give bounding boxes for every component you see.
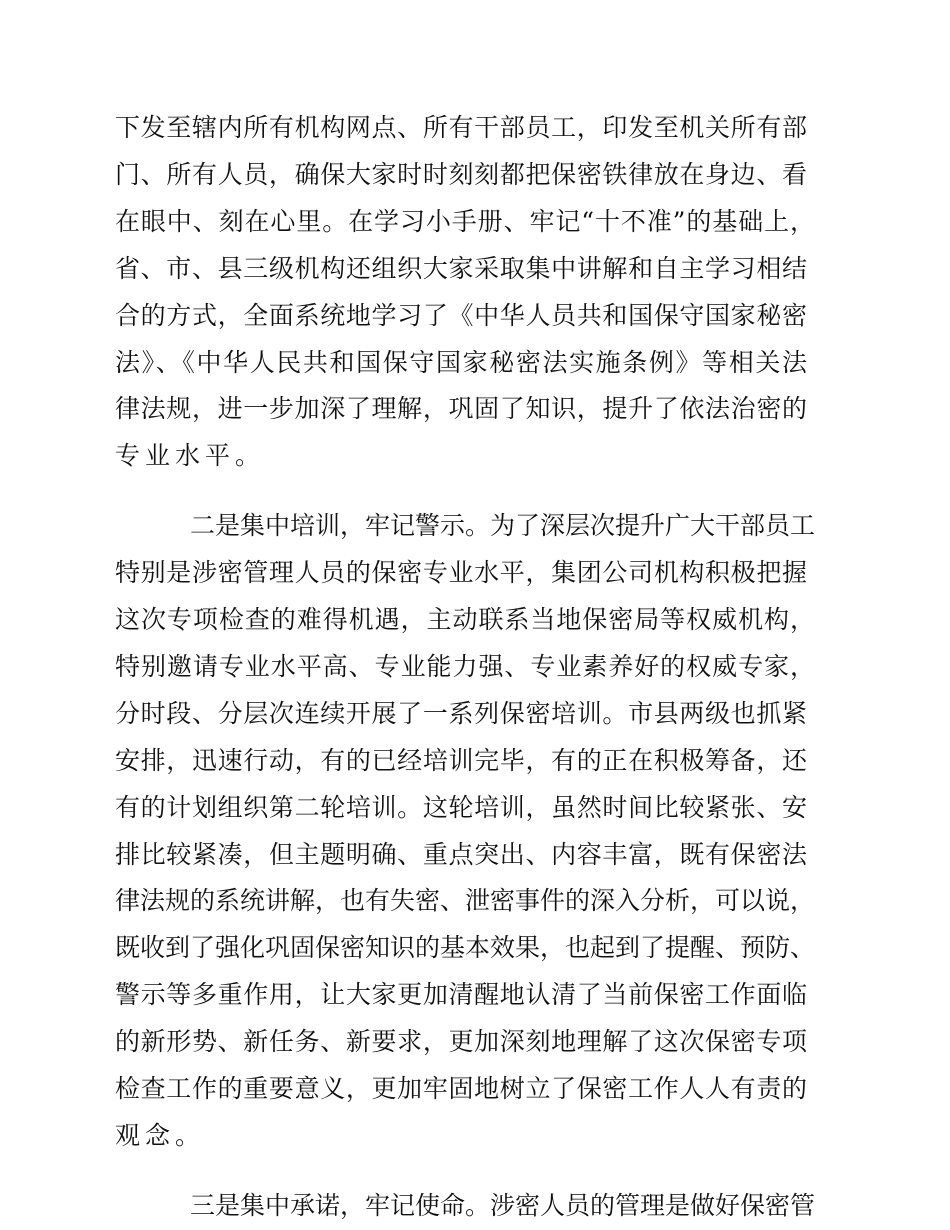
paragraph-line: 二是集中培训，牢记警示。为了深层次提升广大干部员工 bbox=[190, 511, 816, 541]
paragraph-line: 法》、《中华人民共和国保守国家秘密法实施条例》等相关法 bbox=[115, 347, 807, 377]
paragraph-line: 下发至辖内所有机构网点、所有干部员工，印发至机关所有部 bbox=[115, 113, 807, 142]
paragraph-line: 的新形势、新任务、新要求，更加深刻地理解了这次保密专项 bbox=[115, 1027, 807, 1057]
paragraph-line: 警示等多重作用，让大家更加清醒地认清了当前保密工作面临 bbox=[115, 980, 807, 1010]
paragraph-line: 这次专项检查的难得机遇，主动联系当地保密局等权威机构， bbox=[115, 605, 815, 634]
paragraph-line: 有的计划组织第二轮培训。这轮培训，虽然时间比较紧张、安 bbox=[115, 792, 807, 822]
paragraph-line: 既收到了强化巩固保密知识的基本效果，也起到了提醒、预防、 bbox=[115, 933, 816, 963]
paragraph-line: 排比较紧凑，但主题明确、重点突出、内容丰富，既有保密法 bbox=[115, 839, 807, 869]
paragraph-line: 专业水平。 bbox=[115, 441, 266, 471]
paragraph-line: 门、所有人员，确保大家时时刻刻都把保密铁律放在身边、看 bbox=[115, 159, 807, 189]
paragraph-line: 安排，迅速行动，有的已经培训完毕，有的正在积极筹备，还 bbox=[115, 745, 807, 775]
paragraph-line: 省、市、县三级机构还组织大家采取集中讲解和自主学习相结 bbox=[115, 253, 807, 283]
paragraph-line: 观念。 bbox=[115, 1120, 206, 1150]
paragraph-line: 律法规，进一步加深了理解，巩固了知识，提升了依法治密的 bbox=[115, 394, 807, 424]
paragraph-line: 合的方式，全面系统地学习了《中华人员共和国保守国家秘密 bbox=[115, 300, 807, 330]
paragraph-line: 三是集中承诺，牢记使命。涉密人员的管理是做好保密管 bbox=[190, 1190, 816, 1220]
paragraph-line: 在眼中、刻在心里。在学习小手册、牢记“十不准”的基础上， bbox=[115, 206, 815, 236]
paragraph-line: 律法规的系统讲解，也有失密、泄密事件的深入分析，可以说， bbox=[115, 886, 816, 916]
paragraph-line: 特别邀请专业水平高、专业能力强、专业素养好的权威专家， bbox=[115, 651, 815, 681]
paragraph-line: 分时段、分层次连续开展了一系列保密培训。市县两级也抓紧 bbox=[115, 698, 807, 728]
paragraph-line: 检查工作的重要意义，更加牢固地树立了保密工作人人有责的 bbox=[115, 1074, 807, 1103]
paragraph-line: 特别是涉密管理人员的保密专业水平，集团公司机构积极把握 bbox=[115, 558, 807, 588]
